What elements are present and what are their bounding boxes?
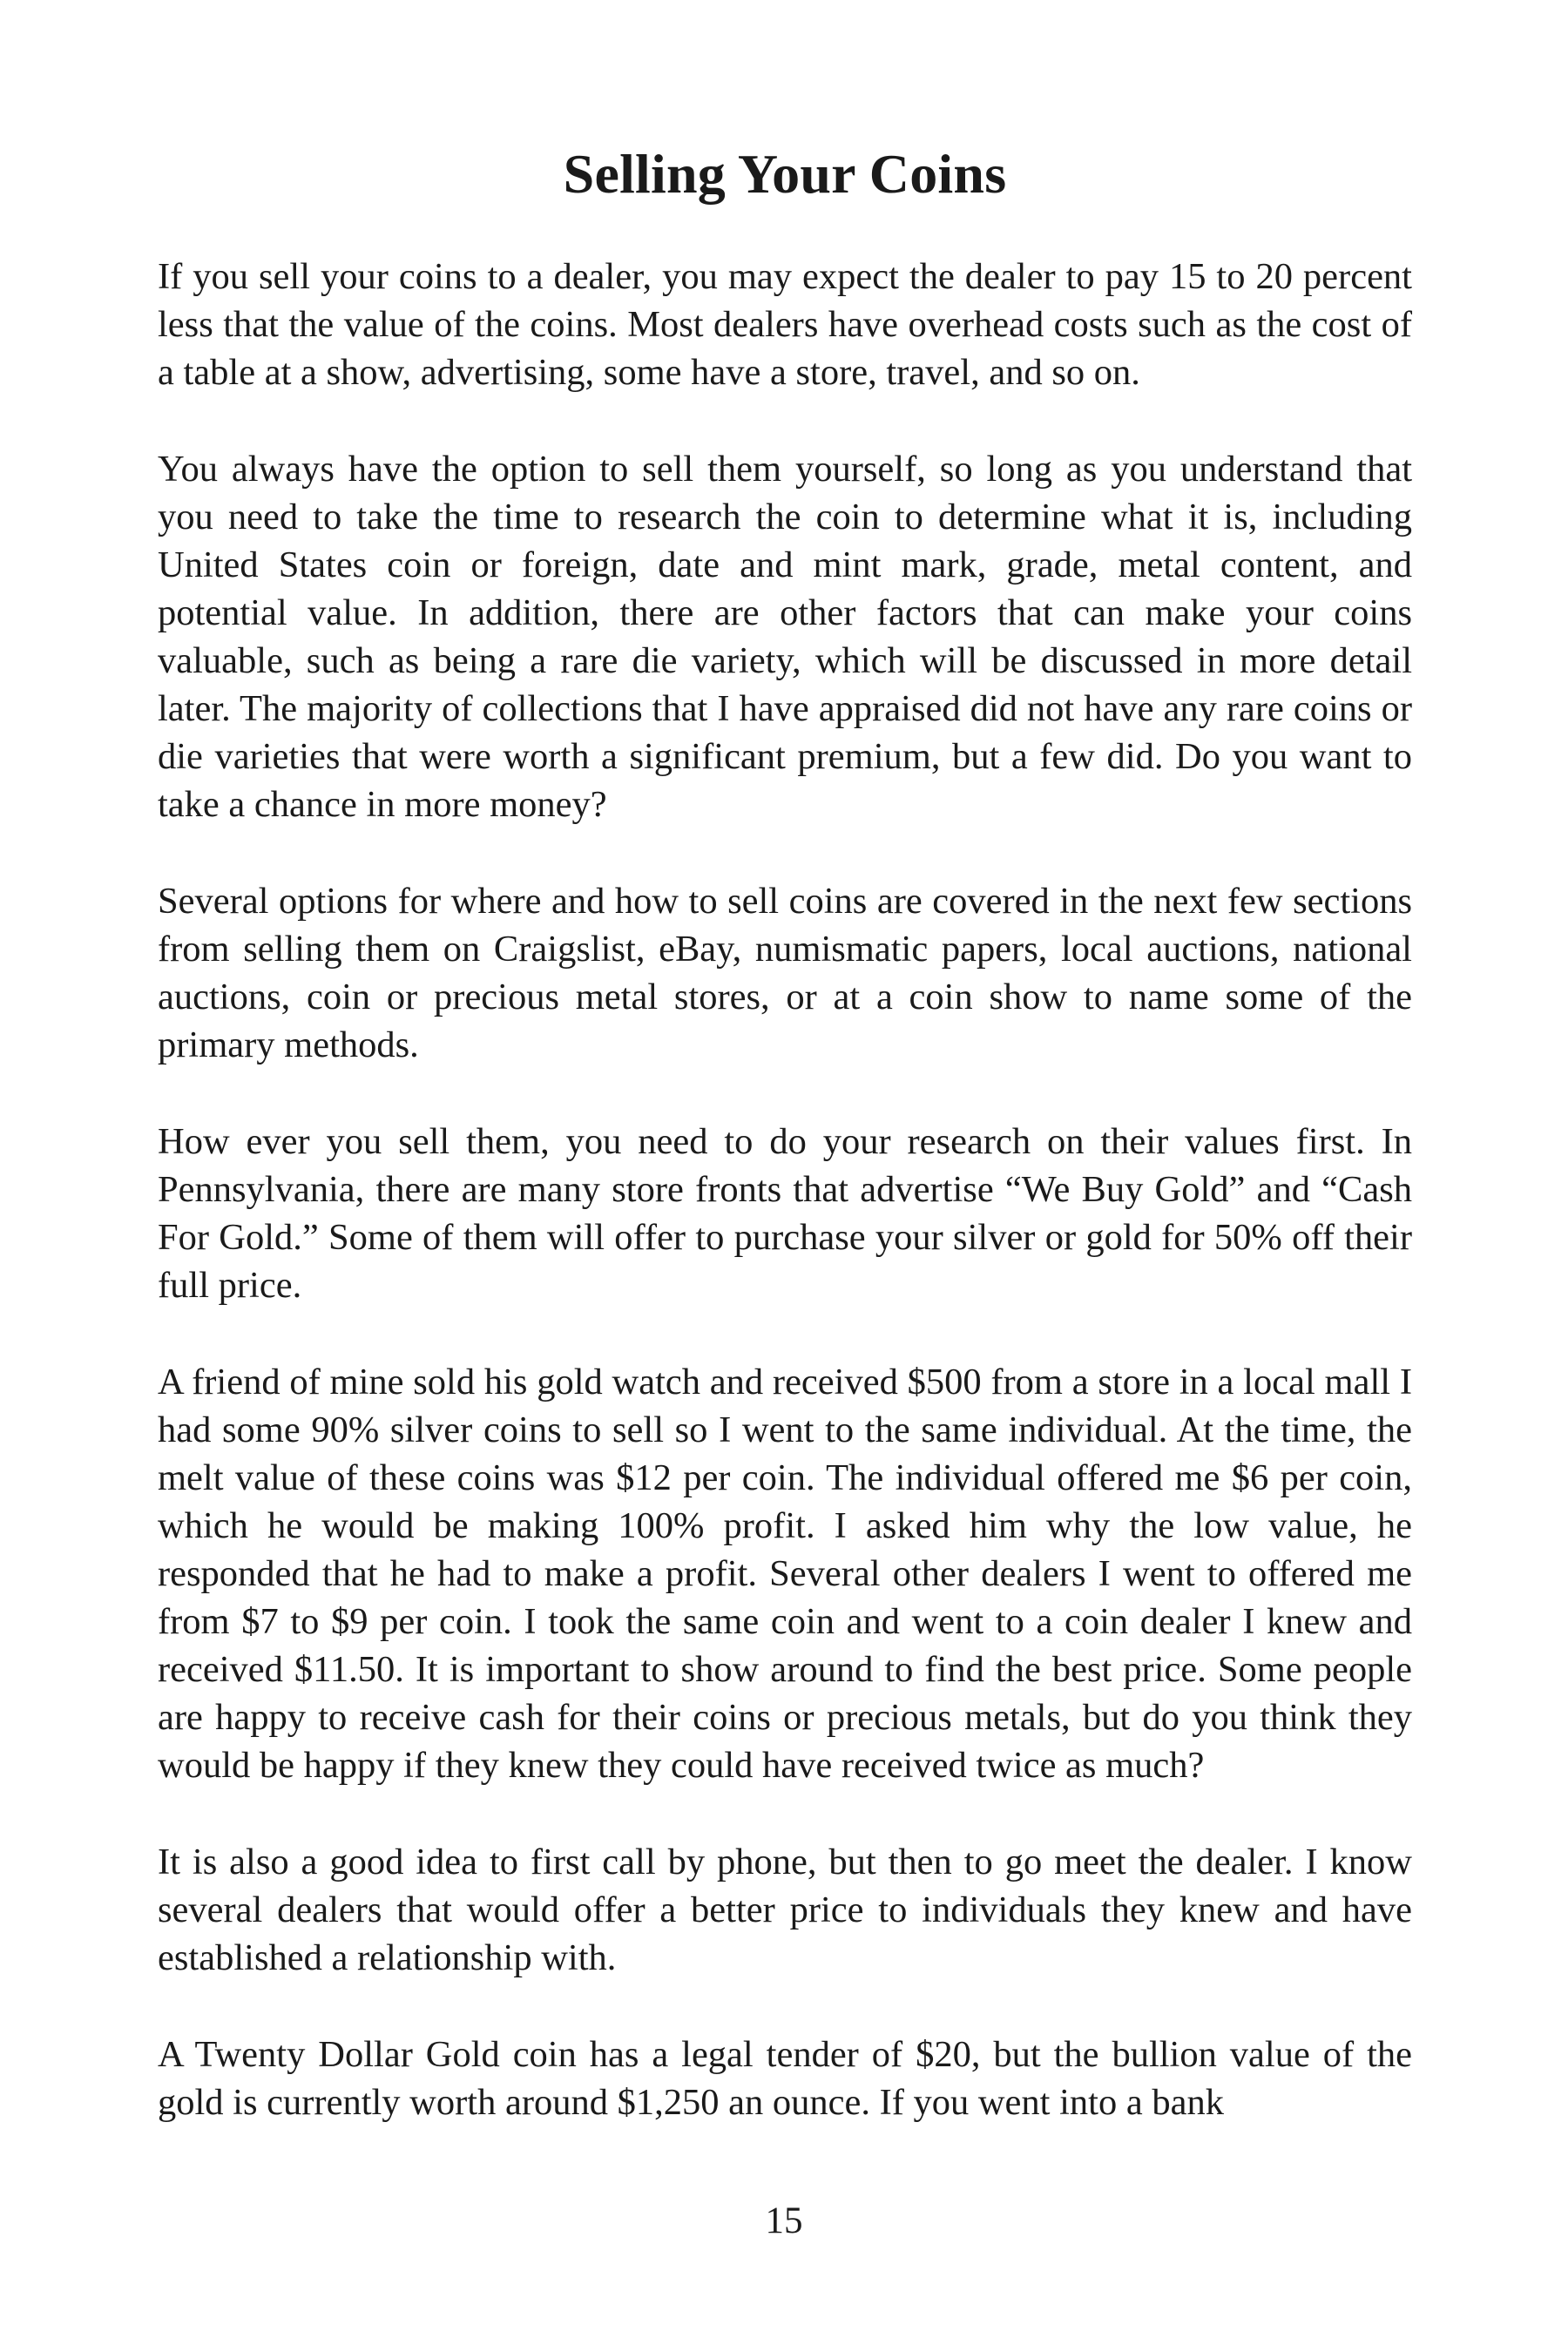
page-number: 15 xyxy=(765,2200,803,2241)
document-page xyxy=(158,139,1412,2175)
paragraph-twenty-dollar-gold: A Twenty Dollar Gold coin has a legal tender of $20, but the bullion value of the gold is currently worth around $1,250 an ounce. If you went into a bank xyxy=(158,2034,1412,2123)
paragraph-sell-yourself: You always have the option to sell them yourself, so long as you understand that you need to take the time to research the coin to determine what it is, including United States coin or foreign, date and mint mark, grade, metal content, and potential value. In addition, there are other factors that can make your coins valuable, such as being a rare die variety, which will be discussed in more detail later. The majority of collections that I have appraised did not have any rare coins or die varieties that were worth a significant premium, but a few did. Do you want to take a chance in more money? xyxy=(158,449,1412,825)
paragraph-research-values: How ever you sell them, you need to do your research on their values first. In Pennsylvania, there are many store fronts that advertise “We Buy Gold” and “Cash For Gold.” Some of them will offer to purchase your silver or gold for 50% off their full price. xyxy=(158,1121,1412,1306)
paragraph-call-dealer: It is also a good idea to first call by phone, but then to go meet the dealer. I know several dealers that would offer a better price to individuals they knew and have established a relationship with. xyxy=(158,1842,1412,1978)
paragraph-dealer-pricing: If you sell your coins to a dealer, you may expect the dealer to pay 15 to 20 percent less that the value of the coins. Most dealers have overhead costs such as the cost of a table at a show, advertising, some have a store, travel, and so on. xyxy=(158,256,1412,393)
page-title: Selling Your Coins xyxy=(563,143,1007,205)
paragraph-selling-options: Several options for where and how to sell coins are covered in the next few sections from selling them on Craigslist, eBay, numismatic papers, local auctions, national auctions, coin or precious metal stores, or at a coin show to name some of the primary methods. xyxy=(158,881,1412,1065)
paragraph-friend-story: A friend of mine sold his gold watch and received $500 from a store in a local mall I had some 90% silver coins to sell so I went to the same individual. At the time, the melt value of these coins was $12 per coin. The individual offered me $6 per coin, which he would be making 100% profit. I asked him why the low value, he responded that he had to make a profit. Several other dealers I went to offered me from $7 to $9 per coin. I took the same coin and went to a coin dealer I knew and received $11.50. It is important to show around to find the best price. Some people are happy to receive cash for their coins or precious metals, but do you think they would be happy if they knew they could have received twice as much? xyxy=(158,1362,1412,1786)
